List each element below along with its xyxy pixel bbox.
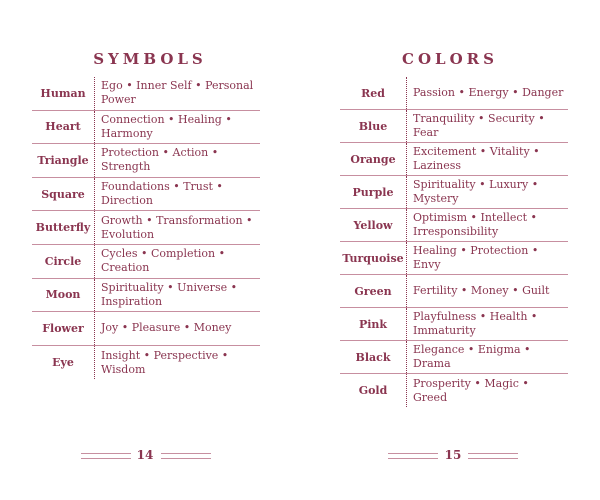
- row-key: Triangle: [32, 144, 95, 177]
- row-key: Square: [32, 178, 95, 211]
- table-row: [32, 279, 260, 313]
- row-value: Tranquility • Security • Fear: [413, 112, 545, 139]
- row-value: Spirituality • Universe • Inspiration: [101, 280, 238, 308]
- row-value: Optimism • Intellect • Irresponsibility: [413, 211, 537, 238]
- right-page: [300, 0, 600, 500]
- row-key: Green: [340, 275, 407, 307]
- page-footer: [300, 448, 600, 462]
- table-row: [340, 308, 568, 341]
- row-value: Ego • Inner Self • Personal Power: [101, 79, 254, 107]
- row-value: Growth • Transformation • Evolution: [101, 213, 253, 241]
- row-key: Circle: [32, 245, 95, 278]
- row-value: Fertility • Money • Guilt: [413, 284, 550, 297]
- row-value: Passion • Energy • Danger: [413, 86, 564, 99]
- table-row: [32, 211, 260, 245]
- table-row: [340, 176, 568, 209]
- table-row: [340, 374, 568, 407]
- table-row: [32, 178, 260, 212]
- row-value: Foundations • Trust • Direction: [101, 180, 223, 208]
- table-row: [32, 144, 260, 178]
- row-value: Excitement • Vitality • Laziness: [413, 145, 540, 172]
- table-row: [32, 77, 260, 111]
- row-key: Yellow: [340, 209, 407, 241]
- table-row: [340, 110, 568, 143]
- colors-table: [340, 77, 568, 407]
- table-row: [340, 209, 568, 242]
- symbols-table: [32, 77, 260, 379]
- row-key: Pink: [340, 308, 407, 340]
- row-key: Black: [340, 341, 407, 373]
- table-row: [32, 245, 260, 279]
- row-value: Insight • Perspective • Wisdom: [101, 348, 229, 376]
- row-key: Gold: [340, 374, 407, 407]
- row-key: Purple: [340, 176, 407, 208]
- row-key: Red: [340, 77, 407, 109]
- page-number: 15: [444, 448, 462, 462]
- row-value: Joy • Pleasure • Money: [101, 321, 232, 335]
- table-row: [32, 111, 260, 145]
- row-key: Orange: [340, 143, 407, 175]
- row-value: Prosperity • Magic • Greed: [413, 376, 529, 404]
- row-key: Moon: [32, 279, 95, 312]
- row-value: Elegance • Enigma • Drama: [413, 343, 531, 370]
- row-key: Heart: [32, 111, 95, 144]
- table-row: [340, 341, 568, 374]
- row-value: Playfulness • Health • Immaturity: [413, 310, 538, 337]
- row-key: Turquoise: [340, 242, 407, 274]
- table-row: [340, 242, 568, 275]
- row-value: Protection • Action • Strength: [101, 146, 219, 174]
- row-value: Connection • Healing • Harmony: [101, 112, 232, 140]
- table-row: [32, 312, 260, 346]
- row-key: Butterfly: [32, 211, 95, 244]
- table-row: [32, 346, 260, 380]
- footer-rule: [388, 453, 438, 459]
- row-key: Blue: [340, 110, 407, 142]
- table-row: [340, 77, 568, 110]
- page-footer: [0, 448, 300, 462]
- page-number: 14: [136, 448, 154, 462]
- colors-title: COLORS: [402, 50, 498, 68]
- footer-rule: [468, 453, 518, 459]
- footer-rule: [161, 453, 211, 459]
- row-value: Spirituality • Luxury • Mystery: [413, 178, 539, 205]
- table-row: [340, 143, 568, 176]
- row-key: Flower: [32, 312, 95, 345]
- row-key: Eye: [32, 346, 95, 380]
- footer-rule: [81, 453, 131, 459]
- symbols-title: SYMBOLS: [93, 50, 207, 68]
- row-value: Healing • Protection • Envy: [413, 244, 539, 271]
- row-key: Human: [32, 77, 95, 110]
- row-value: Cycles • Completion • Creation: [101, 247, 226, 275]
- table-row: [340, 275, 568, 308]
